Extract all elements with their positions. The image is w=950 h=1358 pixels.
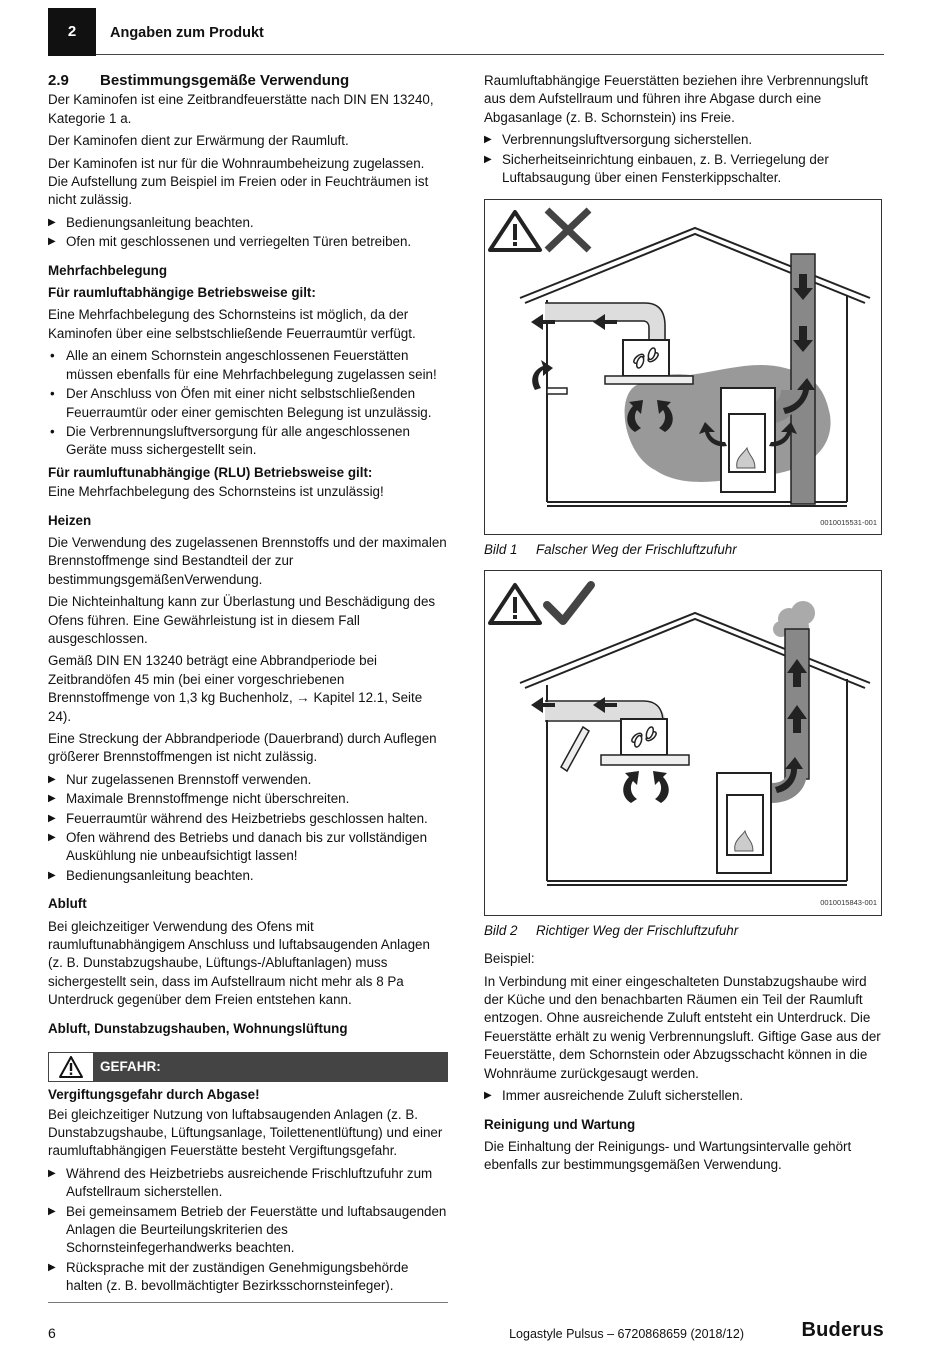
- brand-logo: Buderus: [801, 1319, 884, 1341]
- paragraph: Bei gleichzeitiger Nutzung von luftabsaugenden Anlagen (z. B. Dunstabzugshaube, Lüftungsanlage, Toilettenentlüftung) und einer raumluftabhängigen Feuerstätte besteht Vergiftungsgefahr.: [48, 1106, 443, 1159]
- list-item: ▶ Bei gemeinsamem Betrieb der Feuerstätte und luftabsaugenden Anlagen die Beurteilungskriterien des Schornsteinfegerhandwerks beachten.: [48, 1203, 448, 1258]
- window: [547, 388, 567, 394]
- subheading-abluft-dunstabzug: Abluft, Dunstabzugshauben, Wohnungslüftung: [48, 1020, 348, 1036]
- warning-triangle-icon: [490, 585, 540, 623]
- subheading-heizen: Heizen: [48, 512, 92, 528]
- paragraph: Eine Mehrfachbelegung des Schornsteins ist möglich, da der Kaminofen über eine selbstschließende Feuerraumtür verfügt.: [48, 307, 416, 341]
- right-column: [484, 72, 884, 1179]
- instruction-list: [48, 214, 448, 252]
- paragraph: Die Einhaltung der Reinigungs- und Wartungsintervalle gehört ebenfalls zur bestimmungsgemäßen Verwendung.: [484, 1138, 852, 1173]
- paragraph: In Verbindung mit einer eingeschalteten Dunstabzugshaube wird der Küche und den benachbarten Räumen ein Teil der Raumluft entzogen. Ohne ausreichende Zuluft entsteht ein Unterdruck. Die Feuerstätte erhält zu wenig Verbrennungsluft. Giftige Gase aus der Feuerstätte, dem Schornstein oder Abzugsschacht können in die Wohnräume zurückgesaugt werden.: [484, 973, 881, 1081]
- list-item: ▶ Während des Heizbetriebs ausreichende Frischluftzufuhr zum Aufstellraum sicherstellen.: [48, 1165, 448, 1202]
- danger-label: GEFAHR:: [100, 1058, 161, 1074]
- paragraph: Beispiel:: [484, 951, 535, 967]
- list-item: ▶ Immer ausreichende Zuluft sicherstellen.: [484, 1087, 884, 1105]
- paragraph: Eine Streckung der Abbrandperiode (Dauerbrand) durch Auflegen größerer Brennstoffmengen ist nicht zulässig.: [48, 731, 437, 765]
- section-number: 2.9: [48, 72, 69, 89]
- subheading-reinigung: Reinigung und Wartung: [484, 1116, 636, 1132]
- list-item: ▶ Ofen während des Betriebs und danach bis zur vollständigen Auskühlung nie unbeaufsichtigt lassen!: [48, 829, 448, 866]
- paragraph: Gemäß DIN EN 13240 beträgt eine Abbrandperiode bei Zeitbrandöfen 45 min (bei einer vorgeschriebenen Brennstoffmenge von 1,3 kg Buchenholz, → Kapitel 12.1, Seite 24).: [48, 653, 423, 724]
- section-heading: [48, 72, 448, 90]
- list-item: • Der Anschluss von Öfen mit einer nicht selbstschließenden Feuerraumtür oder einer gemischten Belegung ist unzulässig.: [48, 385, 448, 422]
- subheading-abluft: Abluft: [48, 896, 87, 912]
- figure-number: Bild 1: [484, 542, 518, 558]
- header-divider: [96, 54, 884, 55]
- danger-title: Vergiftungsgefahr durch Abgase!: [48, 1087, 260, 1103]
- figure-code: 0010015843-001: [820, 898, 877, 908]
- list-item: ▶ Bedienungsanleitung beachten.: [48, 214, 448, 232]
- paragraph: Die Nichteinhaltung kann zur Überlastung und Beschädigung des Ofens führen. Eine Gewährleistung ist in diesem Fall ausgeschlossen.: [48, 594, 436, 646]
- list-item: ▶ Feuerraumtür während des Heizbetriebs geschlossen halten.: [48, 810, 448, 828]
- paragraph: Der Kaminofen ist eine Zeitbrandfeuerstätte nach DIN EN 13240, Kategorie 1 a.: [48, 92, 434, 126]
- extractor-hood: [545, 303, 693, 384]
- subheading-mehrfachbelegung: Mehrfachbelegung: [48, 262, 168, 278]
- list-item: ▶ Rücksprache mit der zuständigen Genehmigungsbehörde halten (z. B. bevollmächtigter Bezirksschornsteinfeger).: [48, 1259, 448, 1296]
- paragraph: Bei gleichzeitiger Verwendung des Ofens mit raumluftunabhängigem Anschluss und luftabsaugenden Anlagen (z. B. Dunstabzugshaube, Lüftungs-/Abluftanlagen) muss sichergestellt sein, dass im Aufstellraum nicht mehr als 8 Pa Unterdruck gegenüber dem Freien entstehen kann.: [48, 918, 430, 1008]
- list-item: ▶ Verbrennungsluftversorgung sicherstellen.: [484, 131, 884, 149]
- danger-end-rule: [48, 1302, 448, 1303]
- document-reference: Logastyle Pulsus – 6720868659 (2018/12): [509, 1327, 744, 1341]
- list-item: ▶ Ofen mit geschlossenen und verriegelten Türen betreiben.: [48, 233, 448, 251]
- chapter-title: Angaben zum Produkt: [110, 25, 264, 41]
- figure-caption-text: Falscher Weg der Frischluftzufuhr: [536, 542, 737, 558]
- instruction-list: [484, 131, 884, 187]
- figure-2-illustration: [485, 571, 883, 917]
- paragraph: Eine Mehrfachbelegung des Schornsteins ist unzulässig!: [48, 484, 384, 500]
- list-item: ▶ Nur zugelassenen Brennstoff verwenden.: [48, 771, 448, 789]
- instruction-list: [484, 1087, 884, 1105]
- figure-1-caption: [484, 541, 884, 559]
- figure-1-wrong-air-supply: [484, 199, 882, 535]
- paragraph: Die Verwendung des zugelassenen Brennstoffs und der maximalen Brennstoffmenge sind Bestandteil der zur bestimmungsgemäßenVerwendung.: [48, 534, 447, 587]
- list-item: • Die Verbrennungsluftversorgung für alle angeschlossenen Geräte muss sichergestellt sein.: [48, 423, 448, 460]
- warning-triangle-icon: [48, 1052, 94, 1082]
- figure-number: Bild 2: [484, 922, 518, 938]
- page-number: 6: [48, 1325, 56, 1341]
- figure-1-illustration: [485, 200, 883, 536]
- page-header: [48, 8, 884, 56]
- stove: [717, 773, 771, 873]
- figure-caption-text: Richtiger Weg der Frischluftzufuhr: [536, 922, 739, 938]
- list-item: • Alle an einem Schornstein angeschlossenen Feuerstätten müssen ebenfalls für eine Mehrfachbelegung zugelassen sein!: [48, 347, 448, 384]
- instruction-list: [48, 771, 448, 885]
- chapter-number-box: 2: [48, 8, 96, 56]
- section-title: Bestimmungsgemäße Verwendung: [100, 72, 350, 89]
- subheading-rlu: Für raumluftunabhängige (RLU) Betriebsweise gilt:: [48, 464, 373, 480]
- subheading-raumluftabhaengig: Für raumluftabhängige Betriebsweise gilt:: [48, 285, 316, 301]
- list-item: ▶ Maximale Brennstoffmenge nicht überschreiten.: [48, 790, 448, 808]
- check-mark-icon: [547, 585, 591, 621]
- danger-banner: [48, 1052, 448, 1082]
- bullet-list: [48, 347, 448, 459]
- stove: [721, 388, 775, 492]
- cross-mark-icon: [547, 210, 589, 250]
- figure-2-correct-air-supply: [484, 570, 882, 916]
- paragraph: Raumluftabhängige Feuerstätten beziehen ihre Verbrennungsluft aus dem Aufstellraum und führen ihre Abgase durch eine Abgasanlage (z. B. Schornstein) ins Freie.: [484, 73, 869, 125]
- list-item: ▶ Sicherheitseinrichtung einbauen, z. B. Verriegelung der Luftabsaugung über einen Fensterkippschalter.: [484, 151, 884, 188]
- paragraph: Der Kaminofen ist nur für die Wohnraumbeheizung zugelassen. Die Aufstellung zum Beispiel im Freien oder in Feuchträumen ist nicht zulässig.: [48, 155, 429, 208]
- page-footer: [48, 1319, 884, 1346]
- figure-code: 0010015531-001: [820, 518, 877, 528]
- left-column: [48, 72, 448, 1303]
- warning-triangle-icon: [490, 212, 540, 250]
- open-window: [561, 727, 589, 771]
- list-item: ▶ Bedienungsanleitung beachten.: [48, 867, 448, 885]
- figure-2-caption: [484, 922, 884, 940]
- paragraph: Der Kaminofen dient zur Erwärmung der Raumluft.: [48, 133, 349, 149]
- instruction-list: [48, 1165, 448, 1296]
